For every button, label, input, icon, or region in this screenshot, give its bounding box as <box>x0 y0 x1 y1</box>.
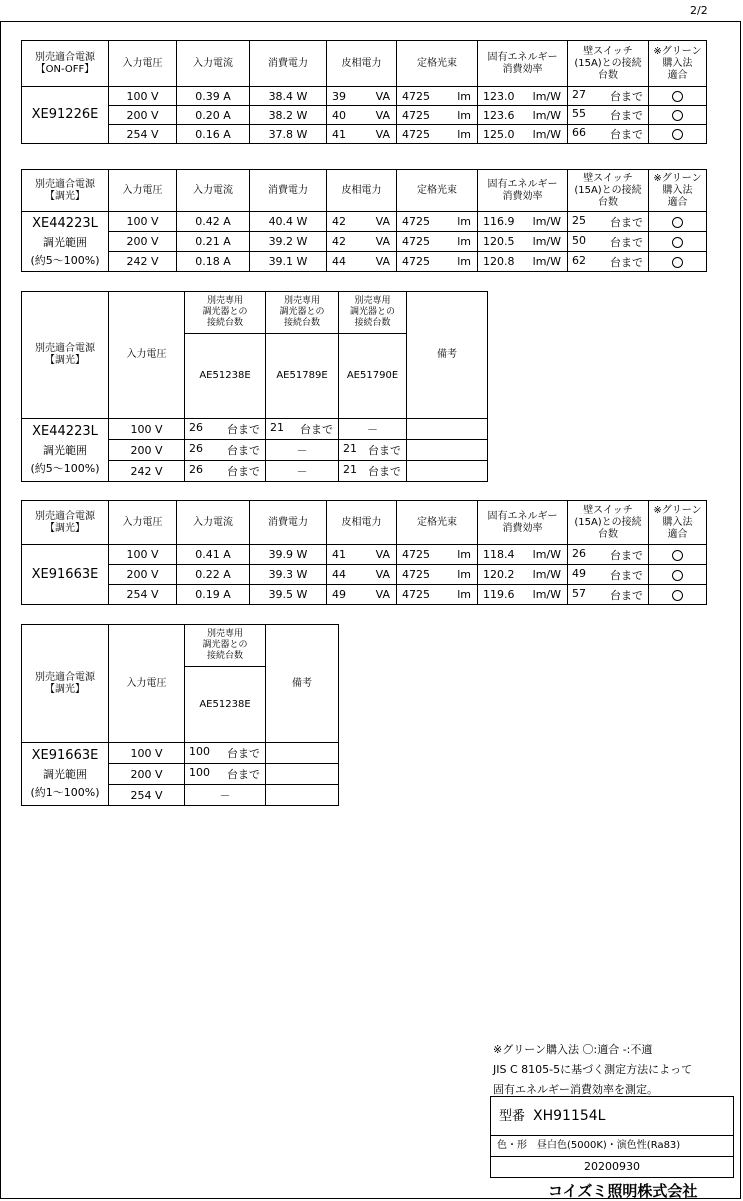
header-voltage: 入力電圧 <box>109 41 177 87</box>
footnotes <box>493 1040 692 1100</box>
header-voltage: 入力電圧 <box>109 625 185 743</box>
dimmer-model: AE51238E <box>185 334 266 419</box>
green-compliant-circle-icon <box>672 91 683 102</box>
header-dimmer: 別売専用 調光器との 接続台数 <box>266 292 339 334</box>
header-green: ※グリーン 購入法 適合 <box>649 501 707 545</box>
remarks-cell <box>266 764 339 785</box>
green-compliant-circle-icon <box>672 590 683 601</box>
header-apparent: 皮相電力 <box>327 41 397 87</box>
green-compliant-circle-icon <box>672 237 683 248</box>
header-apparent: 皮相電力 <box>327 170 397 212</box>
dimmer-table-xe91663e <box>21 624 339 806</box>
header-source: 別売適合電源 【調光】 <box>22 170 109 212</box>
page-number: 2/2 <box>690 4 708 17</box>
note-line: 固有エネルギー消費効率を測定。 <box>493 1083 658 1096</box>
table-row: XE91663E 100 V 0.41 A 39.9 W 41 VA 4725 lm 118.4 lm/W 26 台まで <box>22 545 707 565</box>
model-cell: XE91663E <box>22 545 109 605</box>
spec-table-xe91226e <box>21 40 707 144</box>
header-power: 消費電力 <box>250 41 327 87</box>
table-row: XE91226E 100 V 0.39 A 38.4 W 39 VA 4725 lm 123.0 lm/W 27 台まで <box>22 87 707 106</box>
green-compliant-circle-icon <box>672 217 683 228</box>
table-row: XE44223L 調光範囲 (約5～100%) 100 V 26 台まで 21 台まで － <box>22 419 488 440</box>
table-row: 254 V 0.16 A 37.8 W 41 VA 4725 lm 125.0 lm/W 66 台まで <box>22 125 707 144</box>
dimmer-model: AE51790E <box>339 334 407 419</box>
green-compliant-circle-icon <box>672 110 683 121</box>
header-switch: 壁スイッチ (15A)との接続 台数 <box>568 501 649 545</box>
header-current: 入力電流 <box>177 501 250 545</box>
header-dimmer: 別売専用 調光器との 接続台数 <box>185 292 266 334</box>
dimmer-model: AE51789E <box>266 334 339 419</box>
remarks-cell <box>407 440 488 461</box>
model-cell: XE44223L 調光範囲 (約5～100%) <box>22 419 109 482</box>
header-switch: 壁スイッチ (15A)との接続 台数 <box>568 41 649 87</box>
header-green: ※グリーン 購入法 適合 <box>649 41 707 87</box>
header-efficiency: 固有エネルギー 消費効率 <box>478 41 568 87</box>
green-compliant-circle-icon <box>672 257 683 268</box>
header-flux: 定格光束 <box>397 41 478 87</box>
header-source: 別売適合電源 【調光】 <box>22 501 109 545</box>
header-flux: 定格光束 <box>397 170 478 212</box>
note-line: ※グリーン購入法 〇:適合 -:不適 <box>493 1043 653 1056</box>
date-row: 20200930 <box>491 1157 733 1178</box>
header-dimmer: 別売専用 調光器との 接続台数 <box>339 292 407 334</box>
table-row: 200 V 0.22 A 39.3 W 44 VA 4725 lm 120.2 lm/W 49 台まで <box>22 565 707 585</box>
header-remarks: 備考 <box>266 625 339 743</box>
header-voltage: 入力電圧 <box>109 501 177 545</box>
model-cell: XE91663E 調光範囲 (約1～100%) <box>22 743 109 806</box>
model-cell: XE44223L 調光範囲 (約5～100%) <box>22 212 109 272</box>
green-compliant-circle-icon <box>672 129 683 140</box>
table-row: 254 V － <box>22 785 339 806</box>
header-voltage: 入力電圧 <box>109 170 177 212</box>
header-dimmer: 別売専用 調光器との 接続台数 <box>185 625 266 667</box>
remarks-cell <box>407 419 488 440</box>
note-line: JIS C 8105-5に基づく測定方法によって <box>493 1063 693 1076</box>
dimmer-model: AE51238E <box>185 667 266 743</box>
table-row: 200 V 26 台まで － 21 台まで <box>22 440 488 461</box>
model-number-row: 型番 XH91154L <box>491 1097 733 1136</box>
table-row: 242 V 0.18 A 39.1 W 44 VA 4725 lm 120.8 lm/W 62 台まで <box>22 252 707 272</box>
remarks-cell <box>266 743 339 764</box>
header-source: 別売適合電源 【ON-OFF】 <box>22 41 109 87</box>
table-row: 200 V 100 台まで <box>22 764 339 785</box>
header-apparent: 皮相電力 <box>327 501 397 545</box>
header-power: 消費電力 <box>250 501 327 545</box>
spec-table-xe44223l <box>21 169 707 272</box>
header-current: 入力電流 <box>177 41 250 87</box>
dimmer-table-xe44223l <box>21 291 488 482</box>
header-power: 消費電力 <box>250 170 327 212</box>
green-compliant-circle-icon <box>672 550 683 561</box>
color-spec-row: 色・形 昼白色(5000K)・演色性(Ra83) <box>491 1136 733 1157</box>
header-green: ※グリーン 購入法 適合 <box>649 170 707 212</box>
table-row: 254 V 0.19 A 39.5 W 49 VA 4725 lm 119.6 lm/W 57 台まで <box>22 585 707 605</box>
spec-table-xe91663e <box>21 500 707 605</box>
header-remarks: 備考 <box>407 292 488 419</box>
header-flux: 定格光束 <box>397 501 478 545</box>
table-row: 200 V 0.20 A 38.2 W 40 VA 4725 lm 123.6 lm/W 55 台まで <box>22 106 707 125</box>
remarks-cell <box>266 785 339 806</box>
table-row: 200 V 0.21 A 39.2 W 42 VA 4725 lm 120.5 lm/W 50 台まで <box>22 232 707 252</box>
table-row: XE91663E 調光範囲 (約1～100%) 100 V 100 台まで <box>22 743 339 764</box>
header-source: 別売適合電源 【調光】 <box>22 625 109 743</box>
header-current: 入力電流 <box>177 170 250 212</box>
table-row: XE44223L 調光範囲 (約5～100%) 100 V 0.42 A 40.4 W 42 VA 4725 lm 116.9 lm/W 25 台まで <box>22 212 707 232</box>
green-compliant-circle-icon <box>672 570 683 581</box>
header-source: 別売適合電源 【調光】 <box>22 292 109 419</box>
header-voltage: 入力電圧 <box>109 292 185 419</box>
title-block <box>490 1096 734 1178</box>
remarks-cell <box>407 461 488 482</box>
header-efficiency: 固有エネルギー 消費効率 <box>478 501 568 545</box>
table-row: 242 V 26 台まで － 21 台まで <box>22 461 488 482</box>
company-name: コイズミ照明株式会社 <box>548 1182 698 1200</box>
header-efficiency: 固有エネルギー 消費効率 <box>478 170 568 212</box>
model-cell: XE91226E <box>22 87 109 144</box>
header-switch: 壁スイッチ (15A)との接続 台数 <box>568 170 649 212</box>
